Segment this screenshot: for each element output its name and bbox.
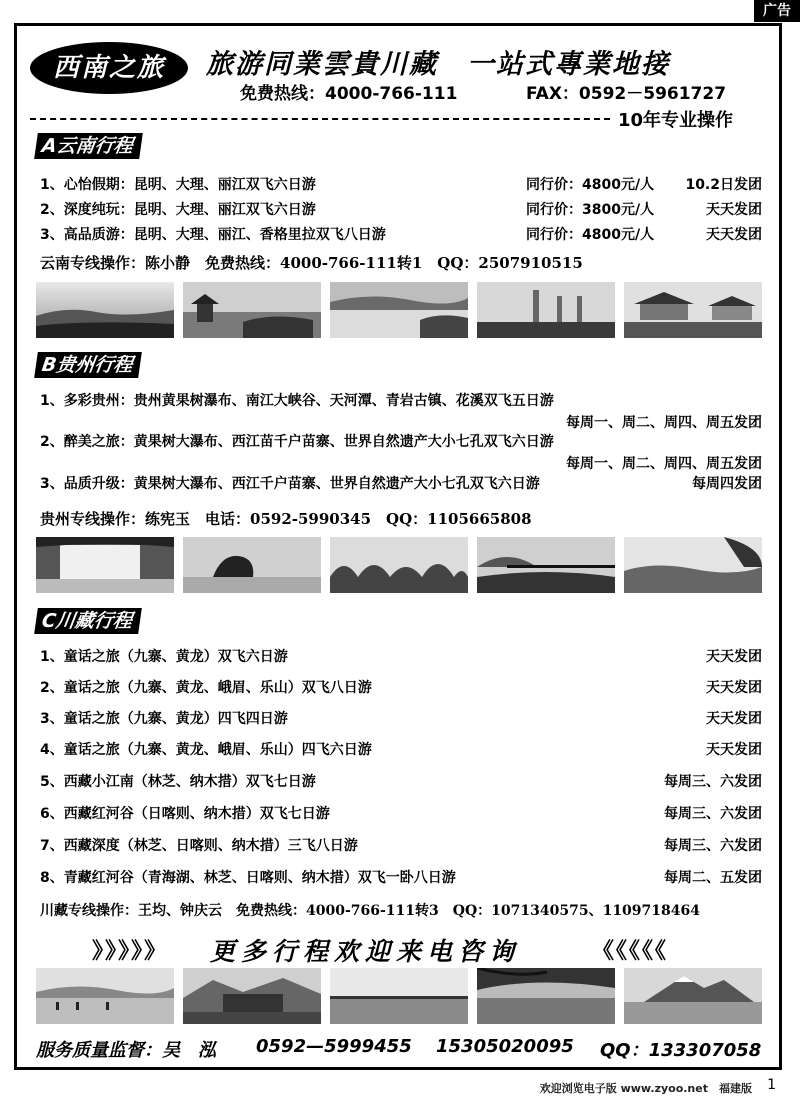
tour-name: 2、深度纯玩：昆明、大理、丽江双飞六日游 bbox=[40, 202, 316, 218]
tour-schedule: 天天发团 bbox=[706, 680, 762, 696]
tour-name: 6、西藏红河谷（日喀则、纳木措）双飞七日游 bbox=[40, 806, 330, 822]
list-item bbox=[40, 646, 762, 666]
arrows-right-icon: 《《《《《 bbox=[592, 939, 669, 964]
experience-label: 10年专业操作 bbox=[618, 110, 734, 131]
supervisor-phone: 0592—5999455 bbox=[256, 1036, 412, 1057]
tour-name: 3、童话之旅（九寨、黄龙）四飞四日游 bbox=[40, 711, 288, 727]
photo-strip-guizhou bbox=[36, 537, 764, 593]
tour-name: 7、西藏深度（林芝、日喀则、纳木措）三飞八日游 bbox=[40, 838, 358, 854]
list-item bbox=[40, 390, 762, 410]
tour-name: 4、童话之旅（九寨、黄龙、峨眉、乐山）四飞六日游 bbox=[40, 742, 372, 758]
tour-schedule: 每周一、周二、周四、周五发团 bbox=[566, 456, 762, 472]
supervisor-mobile: 15305020095 bbox=[436, 1036, 574, 1057]
tour-schedule: 每周三、六发团 bbox=[664, 838, 762, 854]
tour-schedule: 每周三、六发团 bbox=[664, 774, 762, 790]
ad-tag: 广告 bbox=[754, 0, 800, 22]
hotline: 免费热线：4000-766-111 bbox=[240, 84, 458, 104]
list-item bbox=[40, 431, 762, 451]
divider bbox=[30, 118, 610, 120]
list-item bbox=[40, 224, 762, 244]
list-item bbox=[40, 708, 762, 728]
tour-price: 同行价：4800元/人 bbox=[526, 177, 655, 193]
tour-schedule: 天天发团 bbox=[706, 742, 762, 758]
list-item bbox=[40, 473, 762, 493]
list-item bbox=[40, 803, 762, 823]
tour-schedule: 天天发团 bbox=[706, 202, 762, 218]
bridge-photo bbox=[477, 537, 615, 593]
list-item bbox=[40, 739, 762, 759]
waterfall-photo bbox=[36, 537, 174, 593]
contact-line-chuanzang: 川藏专线操作：王均、钟庆云 免费热线：4000-766-111转3 QQ：1071340575、1109718464 bbox=[40, 903, 700, 919]
list-item bbox=[40, 174, 762, 194]
slogan: 旅游同業雲貴川藏 一站式專業地接 bbox=[206, 49, 670, 80]
supervisor-qq: QQ：133307058 bbox=[600, 1040, 762, 1061]
tour-name: 3、高品质游：昆明、大理、丽江、香格里拉双飞八日游 bbox=[40, 227, 386, 243]
brand-logo: 西南之旅 bbox=[30, 42, 188, 94]
beach-photo bbox=[36, 968, 174, 1024]
bottom-bar-text: 欢迎浏览电子版 www.zyoo.net 福建版 bbox=[539, 1082, 752, 1095]
tour-name: 1、童话之旅（九寨、黄龙）双飞六日游 bbox=[40, 649, 288, 665]
photo-strip-yunnan bbox=[36, 282, 764, 338]
valley-photo bbox=[624, 537, 762, 593]
tour-name: 1、心怡假期：昆明、大理、丽江双飞六日游 bbox=[40, 177, 316, 193]
contact-line-yunnan: 云南专线操作：陈小静 免费热线：4000-766-111转1 QQ：2507910515 bbox=[40, 254, 583, 272]
list-item-schedule bbox=[40, 453, 762, 473]
list-item bbox=[40, 199, 762, 219]
rock-photo bbox=[183, 537, 321, 593]
tour-schedule: 每周一、周二、周四、周五发团 bbox=[566, 415, 762, 431]
snow-mountain-photo bbox=[624, 968, 762, 1024]
tour-schedule: 天天发团 bbox=[706, 227, 762, 243]
tour-schedule: 天天发团 bbox=[706, 711, 762, 727]
section-title-chuanzang: C川藏行程 bbox=[34, 608, 142, 634]
tour-price: 同行价：3800元/人 bbox=[526, 202, 655, 218]
list-item bbox=[40, 835, 762, 855]
village-photo bbox=[624, 282, 762, 338]
karst-photo bbox=[330, 537, 468, 593]
arrows-left-icon: 》》》》》 bbox=[92, 939, 169, 964]
tour-name: 1、多彩贵州：贵州黄果树瀑布、南江大峡谷、天河潭、青岩古镇、花溪双飞五日游 bbox=[40, 393, 554, 409]
consult-banner bbox=[92, 934, 712, 964]
lake-photo bbox=[330, 282, 468, 338]
list-item bbox=[40, 771, 762, 791]
pavilion-photo bbox=[183, 282, 321, 338]
photo-strip-tibet bbox=[36, 968, 764, 1024]
tour-schedule: 10.2日发团 bbox=[685, 177, 762, 193]
pagoda-photo bbox=[477, 282, 615, 338]
tour-price: 同行价：4800元/人 bbox=[526, 227, 655, 243]
banner-text: 更多行程欢迎来电咨询 bbox=[210, 937, 521, 966]
list-item bbox=[40, 677, 762, 697]
list-item bbox=[40, 867, 762, 887]
landscape-photo bbox=[36, 282, 174, 338]
tour-name: 3、品质升级：黄果树大瀑布、西江千户苗寨、世界自然遗产大小七孔双飞六日游 bbox=[40, 476, 540, 492]
list-item-schedule bbox=[40, 412, 762, 432]
sunset-photo bbox=[477, 968, 615, 1024]
contact-line-guizhou: 贵州专线操作：练宪玉 电话：0592-5990345 QQ：1105665808 bbox=[40, 510, 532, 528]
supervisor-name: 服务质量监督：吴 泓 bbox=[36, 1040, 216, 1061]
palace-photo bbox=[183, 968, 321, 1024]
tour-name: 8、青藏红河谷（青海湖、林芝、日喀则、纳木措）双飞一卧八日游 bbox=[40, 870, 456, 886]
tour-name: 2、童话之旅（九寨、黄龙、峨眉、乐山）双飞八日游 bbox=[40, 680, 372, 696]
page-number: 1 bbox=[767, 1077, 776, 1093]
tour-schedule: 每周四发团 bbox=[692, 476, 762, 492]
tour-schedule: 每周三、六发团 bbox=[664, 806, 762, 822]
fax-number: FAX：0592－5961727 bbox=[526, 84, 727, 104]
tour-schedule: 每周二、五发团 bbox=[664, 870, 762, 886]
tour-name: 2、醉美之旅：黄果树大瀑布、西江苗千户苗寨、世界自然遗产大小七孔双飞六日游 bbox=[40, 434, 554, 450]
tour-name: 5、西藏小江南（林芝、纳木措）双飞七日游 bbox=[40, 774, 316, 790]
section-title-guizhou: B贵州行程 bbox=[34, 352, 142, 378]
tour-schedule: 天天发团 bbox=[706, 649, 762, 665]
section-title-yunnan: A云南行程 bbox=[34, 133, 142, 159]
sea-photo bbox=[330, 968, 468, 1024]
